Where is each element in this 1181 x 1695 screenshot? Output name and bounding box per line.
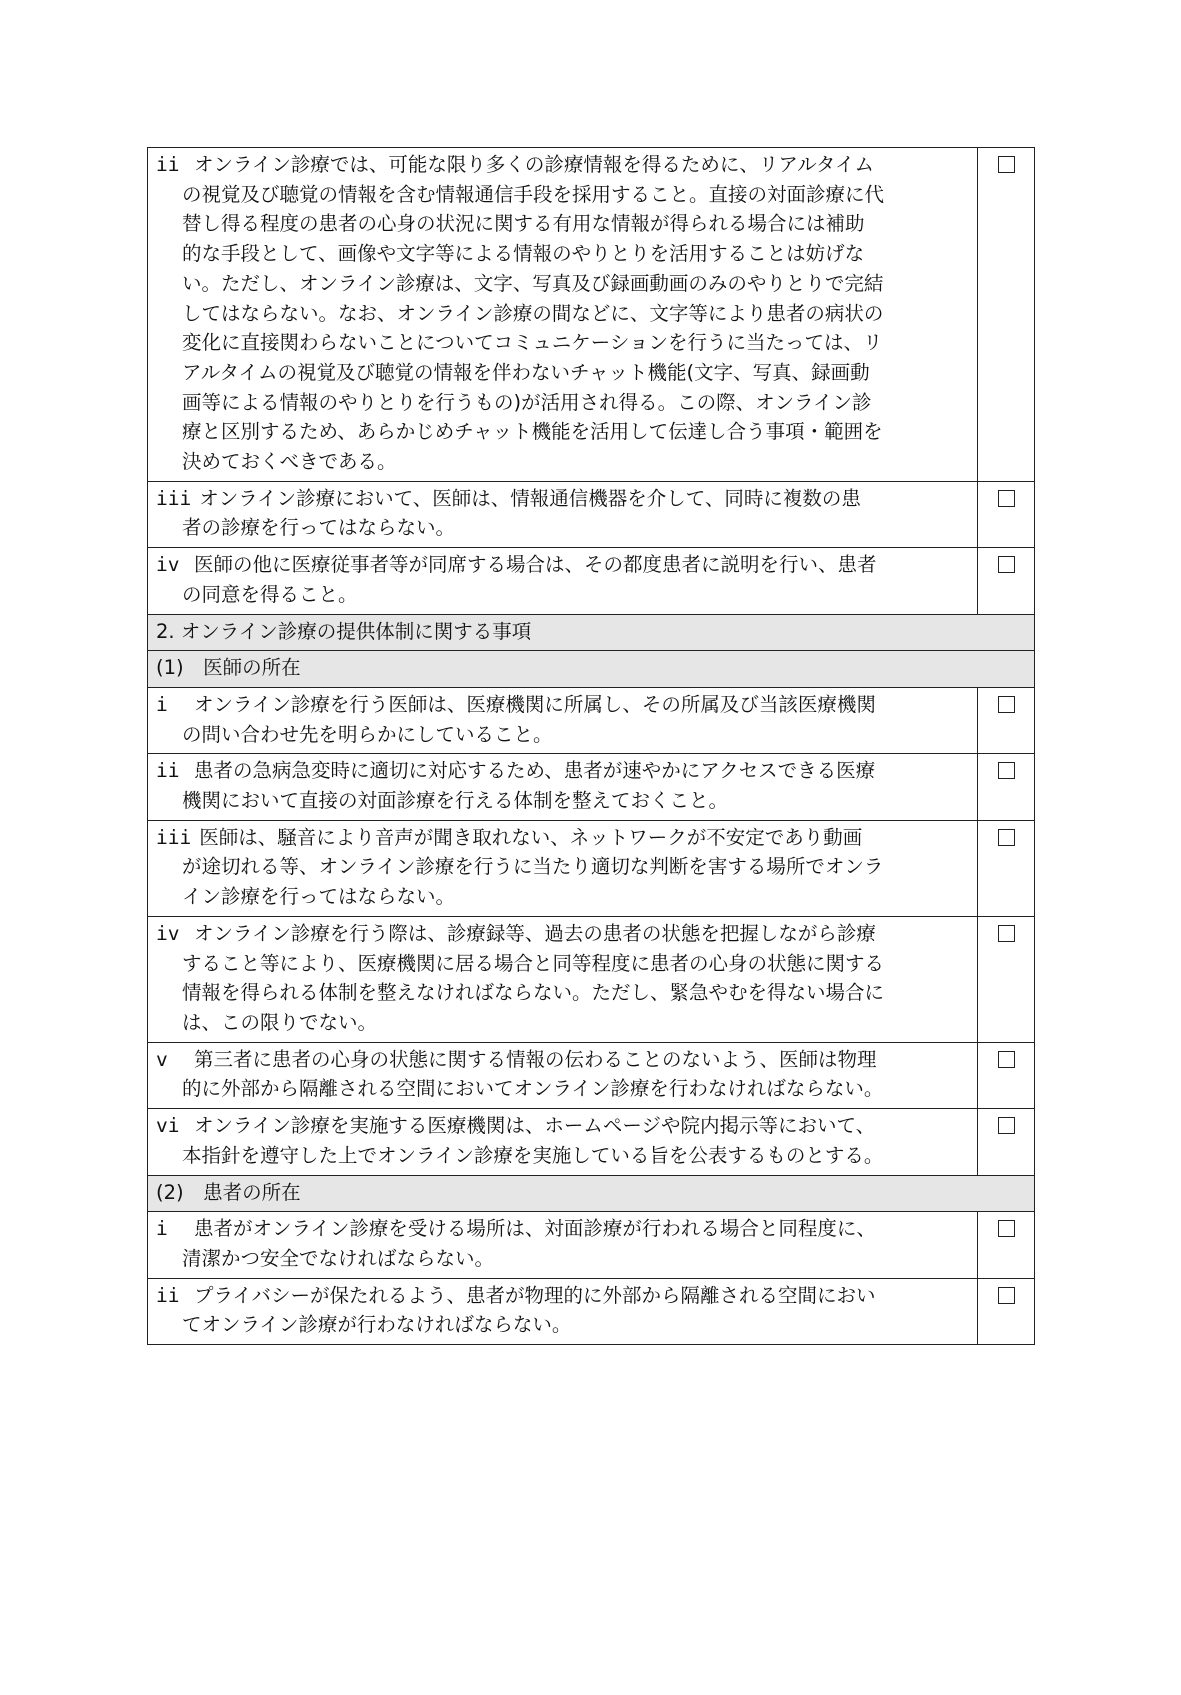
text-line [156, 1008, 973, 1038]
line-text: 本指針を遵守した上でオンライン診療を実施している旨を公表するものとする。 [182, 1143, 884, 1167]
section-header-row [148, 1175, 1035, 1212]
checklist-row [148, 1212, 1035, 1278]
checklist-item-text [148, 148, 978, 482]
line-text: 医師は、騒音により音声が聞き取れない、ネットワークが不安定であり動画 [199, 825, 863, 849]
line-text: オンライン診療では、可能な限り多くの診療情報を得るために、リアルタイム [194, 153, 874, 176]
line-text: い。ただし、オンライン診療は、文字、写真及び録画動画のみのやりとりで完結 [182, 271, 884, 295]
text-line [156, 823, 973, 853]
text-line [156, 690, 973, 720]
checkbox-cell [978, 1212, 1035, 1278]
checklist-table [147, 147, 1035, 1345]
text-line [156, 786, 973, 816]
line-text: オンライン診療を実施する医療機関は、ホームページや院内掲示等において、 [194, 1114, 876, 1138]
checklist-item-text [148, 1109, 978, 1175]
checklist-row [148, 916, 1035, 1042]
item-label: ii [156, 1283, 180, 1307]
checklist-item-text [148, 1212, 978, 1278]
text-line [156, 1214, 973, 1244]
checkbox[interactable] [998, 490, 1015, 507]
item-label: iii [156, 486, 192, 510]
checkbox[interactable] [998, 1051, 1015, 1068]
checklist-item-text [148, 548, 978, 614]
checkbox-cell [978, 548, 1035, 614]
text-line [156, 388, 973, 418]
text-line [156, 580, 973, 610]
checklist-row [148, 754, 1035, 820]
checklist-item-text [148, 916, 978, 1042]
line-text: してはならない。なお、オンライン診療の間などに、文字等により患者の病状の [182, 301, 884, 325]
checkbox[interactable] [998, 925, 1015, 942]
text-line [156, 358, 973, 388]
text-line [156, 447, 973, 477]
line-text: 決めておくべきである。 [182, 450, 397, 474]
text-line [156, 328, 973, 358]
section-heading: (2) 患者の所在 [148, 1175, 1035, 1212]
line-text: 画等による情報のやりとりを行うもの)が活用され得る。この際、オンライン診 [182, 390, 872, 414]
checklist-row [148, 1109, 1035, 1175]
line-text: は、この限りでない。 [182, 1010, 378, 1034]
text-line [156, 852, 973, 882]
checkbox[interactable] [998, 556, 1015, 573]
text-line [156, 417, 973, 447]
line-text: 情報を得られる体制を整えなければならない。ただし、緊急やむを得ない場合に [182, 981, 885, 1005]
line-text: オンライン診療において、医師は、情報通信機器を介して、同時に複数の患 [199, 486, 861, 510]
text-line [156, 756, 973, 786]
line-text: 変化に直接関わらないことについてコミュニケーションを行うに当たっては、リ [182, 331, 883, 355]
checkbox[interactable] [998, 1287, 1015, 1304]
text-line [156, 1074, 973, 1104]
item-label: iv [156, 921, 180, 945]
checklist-row [148, 820, 1035, 916]
line-text: オンライン診療を行う際は、診療録等、過去の患者の状態を把握しながら診療 [194, 921, 876, 945]
checkbox[interactable] [998, 156, 1015, 173]
checkbox-cell [978, 1109, 1035, 1175]
line-text: 的に外部から隔離される空間においてオンライン診療を行わなければならない。 [182, 1077, 884, 1101]
line-text: 替し得る程度の患者の心身の状況に関する有用な情報が得られる場合には補助 [182, 212, 865, 236]
section-header-row [148, 651, 1035, 688]
checkbox[interactable] [998, 1220, 1015, 1237]
checkbox-cell [978, 1042, 1035, 1108]
checklist-row [148, 481, 1035, 547]
checkbox[interactable] [998, 762, 1015, 779]
line-text: イン診療を行ってはならない。 [182, 885, 456, 909]
item-label: ii [156, 153, 180, 176]
line-text: 療と区別するため、あらかじめチャット機能を活用して伝達し合う事項・範囲を [182, 420, 883, 444]
checkbox-cell [978, 481, 1035, 547]
checkbox-cell [978, 820, 1035, 916]
checklist-row [148, 1278, 1035, 1344]
checklist-row [148, 1042, 1035, 1108]
checklist-item-text [148, 820, 978, 916]
line-text: アルタイムの視覚及び聴覚の情報を伴わないチャット機能(文字、写真、録画動 [182, 360, 870, 384]
checkbox-cell [978, 754, 1035, 820]
text-line [156, 919, 973, 949]
text-line [156, 1244, 973, 1274]
line-text: 的な手段として、画像や文字等による情報のやりとりを活用することは妨げな [182, 242, 865, 266]
checkbox[interactable] [998, 1117, 1015, 1134]
line-text: 医師の他に医療従事者等が同席する場合は、その都度患者に説明を行い、患者 [194, 553, 877, 577]
text-line [156, 978, 973, 1008]
checkbox-cell [978, 687, 1035, 753]
checkbox-cell [978, 916, 1035, 1042]
line-text: 患者の急病急変時に適切に対応するため、患者が速やかにアクセスできる医療 [194, 759, 876, 783]
checklist-item-text [148, 481, 978, 547]
text-line [156, 484, 973, 514]
line-text: の問い合わせ先を明らかにしていること。 [182, 722, 553, 746]
line-text: すること等により、医療機関に居る場合と同等程度に患者の心身の状態に関する [182, 951, 885, 975]
text-line [156, 550, 973, 580]
line-text: が途切れる等、オンライン診療を行うに当たり適切な判断を害する場所でオンラ [182, 855, 884, 879]
checklist-item-text [148, 687, 978, 753]
text-line [156, 882, 973, 912]
line-text: の視覚及び聴覚の情報を含む情報通信手段を採用すること。直接の対面診療に代 [182, 182, 885, 206]
text-line [156, 150, 973, 180]
text-line [156, 513, 973, 543]
text-line [156, 209, 973, 239]
checklist-row [148, 148, 1035, 482]
line-text: 清潔かつ安全でなければならない。 [182, 1246, 495, 1270]
item-label: vi [156, 1114, 180, 1138]
text-line [156, 1281, 973, 1311]
checklist-row [148, 548, 1035, 614]
checklist-item-text [148, 1278, 978, 1344]
checkbox[interactable] [998, 829, 1015, 846]
checkbox[interactable] [998, 696, 1015, 713]
text-line [156, 949, 973, 979]
checkbox-cell [978, 1278, 1035, 1344]
line-text: 機関において直接の対面診療を行える体制を整えておくこと。 [182, 789, 729, 813]
line-text: 患者がオンライン診療を受ける場所は、対面診療が行われる場合と同程度に、 [194, 1217, 876, 1241]
line-text: 者の診療を行ってはならない。 [182, 516, 456, 540]
checkbox-cell [978, 148, 1035, 482]
line-text: てオンライン診療が行わなければならない。 [182, 1313, 572, 1337]
item-label: ii [156, 759, 180, 783]
text-line [156, 1310, 973, 1340]
item-label: i [156, 692, 168, 716]
section-header-row [148, 614, 1035, 651]
item-label: v [156, 1047, 168, 1071]
text-line [156, 180, 973, 210]
line-text: オンライン診療を行う医師は、医療機関に所属し、その所属及び当該医療機関 [194, 692, 876, 716]
text-line [156, 269, 973, 299]
text-line [156, 1111, 973, 1141]
text-line [156, 1045, 973, 1075]
checklist-item-text [148, 1042, 978, 1108]
section-heading: (1) 医師の所在 [148, 651, 1035, 688]
line-text: の同意を得ること。 [182, 582, 358, 606]
item-label: i [156, 1217, 168, 1241]
text-line [156, 239, 973, 269]
text-line [156, 299, 973, 329]
text-line [156, 1141, 973, 1171]
line-text: プライバシーが保たれるよう、患者が物理的に外部から隔離される空間におい [194, 1283, 876, 1307]
text-line [156, 720, 973, 750]
line-text: 第三者に患者の心身の状態に関する情報の伝わることのないよう、医師は物理 [194, 1047, 877, 1071]
item-label: iii [156, 825, 192, 849]
section-heading: 2. オンライン診療の提供体制に関する事項 [148, 614, 1035, 651]
checklist-row [148, 687, 1035, 753]
checklist-item-text [148, 754, 978, 820]
item-label: iv [156, 553, 180, 577]
